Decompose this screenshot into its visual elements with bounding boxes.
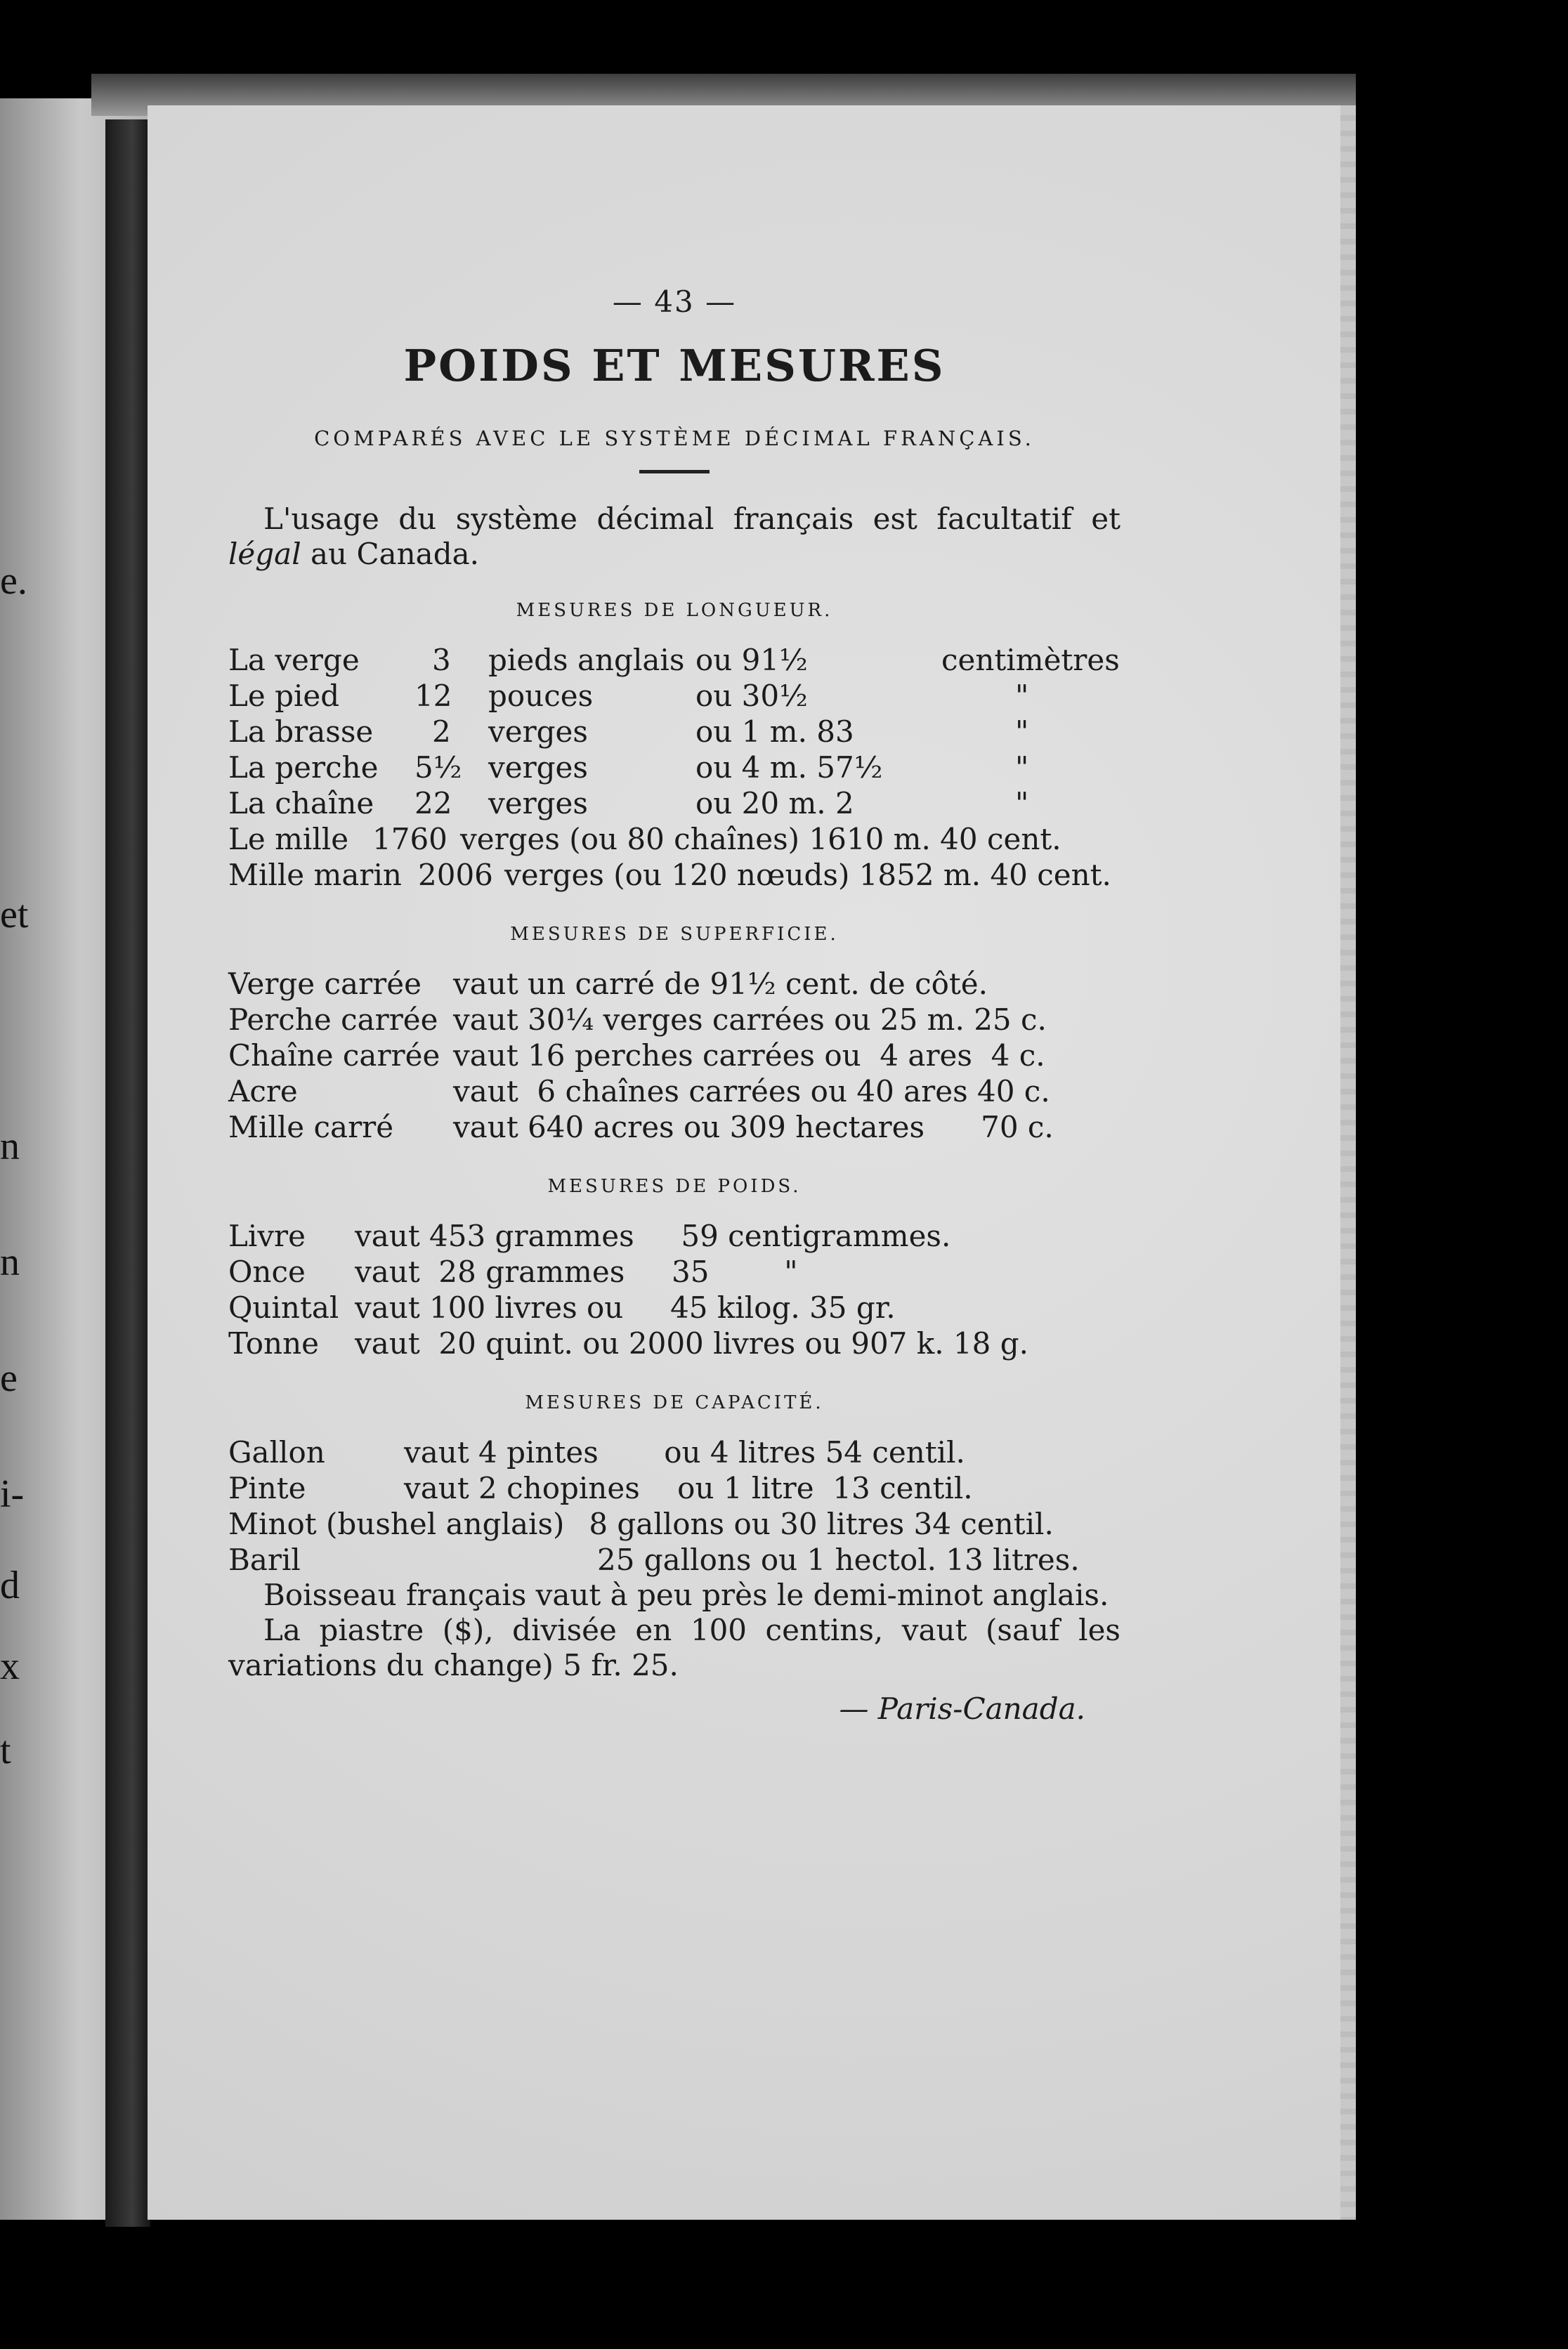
table-row (228, 1506, 1121, 1542)
measure-value: vaut 20 quint. ou 2000 livres ou 907 k. 18 g. (355, 1326, 1028, 1361)
table-row (228, 1002, 1121, 1038)
table-row (228, 642, 1121, 678)
prev-page-fragment: n (0, 1241, 20, 1284)
measure-unit: verges (ou 120 nœuds) 1852 m. 40 cent. (504, 858, 1111, 892)
measure-unit: verges (ou 80 chaînes) 1610 m. 40 cent. (460, 822, 1061, 856)
measure-tail: " (1015, 679, 1029, 713)
table-row (228, 821, 1121, 857)
page-title: POIDS ET MESURES (403, 340, 946, 391)
measure-tail: " (1015, 786, 1029, 820)
intro-text: L'usage du système décimal français est facultatif et (263, 502, 1121, 536)
table-row (228, 1038, 1121, 1073)
measure-value: vaut 100 livres ou 45 kilog. 35 gr. (355, 1290, 896, 1325)
measure-value: 25 gallons ou 1 hectol. 13 litres. (597, 1543, 1080, 1577)
table-superficie (228, 966, 1121, 1145)
measure-name: La verge (228, 643, 360, 677)
measure-conversion: ou 20 m. 2 (695, 786, 854, 820)
measure-tail: " (1015, 750, 1029, 785)
measure-name: Mille carré (228, 1110, 394, 1144)
measure-value: vaut 2 chopines ou 1 litre 13 centil. (404, 1471, 973, 1505)
measure-unit: pieds anglais (488, 643, 685, 677)
measure-name: Livre (228, 1219, 306, 1253)
boisseau-paragraph: Boisseau français vaut à peu près le demi-minot anglais. (263, 1578, 1109, 1612)
page-edge (1340, 105, 1356, 2220)
measure-conversion: ou 91½ (695, 643, 808, 677)
measure-name: Once (228, 1255, 306, 1289)
measure-name: Verge carrée (228, 967, 422, 1001)
table-longueur (228, 642, 1121, 893)
table-row (228, 857, 1121, 893)
measure-name: Baril (228, 1543, 301, 1577)
measure-value: 8 gallons ou 30 litres 34 centil. (580, 1507, 1054, 1541)
measure-name: La perche (228, 750, 379, 785)
measure-name: Mille marin (228, 858, 402, 892)
measure-name: Pinte (228, 1471, 306, 1505)
measure-name: Minot (bushel anglais) (228, 1507, 565, 1541)
measure-value: vaut un carré de 91½ cent. de côté. (453, 967, 988, 1001)
table-row (228, 1073, 1121, 1109)
table-row (228, 678, 1121, 714)
prev-page-fragment: x (0, 1644, 20, 1688)
measure-value: vaut 16 perches carrées ou 4 ares 4 c. (453, 1038, 1045, 1073)
measure-value: vaut 28 grammes 35 " (355, 1255, 798, 1289)
measure-name: La chaîne (228, 786, 374, 820)
measure-value: vaut 453 grammes 59 centigrammes. (355, 1219, 951, 1253)
table-capacite (228, 1434, 1121, 1578)
intro-text-end: au Canada. (301, 537, 479, 571)
measure-value: vaut 6 chaînes carrées ou 40 ares 40 c. (453, 1074, 1050, 1108)
measure-name: Tonne (228, 1326, 319, 1361)
scanned-page (148, 105, 1356, 2220)
prev-page-fragment: t (0, 1729, 11, 1772)
measure-number: 3 (432, 643, 451, 677)
measure-conversion: ou 1 m. 83 (695, 714, 854, 749)
measure-value: vaut 640 acres ou 309 hectares 70 c. (453, 1110, 1054, 1144)
piastre-paragraph: La piastre ($), divisée en 100 centins, vaut (sauf les variations du change) 5 fr. 25. (228, 1613, 1121, 1682)
table-row (228, 1434, 1121, 1470)
table-row (228, 750, 1121, 785)
measure-number: 22 (414, 786, 452, 820)
measure-value: vaut 4 pintes ou 4 litres 54 centil. (404, 1435, 965, 1470)
measure-name: Acre (228, 1074, 298, 1108)
prev-page-fragment: n (0, 1125, 20, 1168)
divider-rule (639, 470, 710, 473)
measure-unit: verges (488, 714, 588, 749)
measure-name: Le mille (228, 822, 349, 856)
measure-unit: verges (488, 750, 588, 785)
measure-number: 2 (432, 714, 451, 749)
source-signature: — Paris-Canada. (839, 1692, 1085, 1726)
prev-page-fragment: i- (0, 1472, 25, 1516)
intro-paragraph (228, 502, 1121, 572)
section-heading-poids: MESURES DE POIDS. (547, 1176, 802, 1197)
measure-value: vaut 30¼ verges carrées ou 25 m. 25 c. (453, 1002, 1047, 1037)
measure-conversion: ou 30½ (695, 679, 808, 713)
table-row (228, 1542, 1121, 1578)
measure-name: Gallon (228, 1435, 325, 1470)
measure-tail: " (1015, 714, 1029, 749)
section-heading-superficie: MESURES DE SUPERFICIE. (510, 924, 839, 945)
measure-name: La brasse (228, 714, 374, 749)
measure-number: 12 (414, 679, 452, 713)
measure-tail: centimètres (941, 643, 1120, 677)
table-row (228, 966, 1121, 1002)
measure-number: 2006 (418, 858, 493, 892)
table-row (228, 714, 1121, 750)
measure-name: Perche carrée (228, 1002, 438, 1037)
table-row (228, 1254, 1121, 1290)
prev-page-fragment: e. (0, 559, 27, 603)
measure-unit: pouces (488, 679, 594, 713)
section-heading-capacite: MESURES DE CAPACITÉ. (525, 1392, 824, 1413)
page-content (228, 284, 1121, 1726)
page-subtitle: COMPARÉS AVEC LE SYSTÈME DÉCIMAL FRANÇAIS. (314, 426, 1035, 450)
table-row (228, 1109, 1121, 1145)
measure-number: 5½ (414, 750, 462, 785)
measure-number: 1760 (372, 822, 447, 856)
section-heading-longueur: MESURES DE LONGUEUR. (516, 600, 833, 621)
table-poids (228, 1218, 1121, 1361)
page-number: — 43 — (612, 284, 737, 319)
measure-conversion: ou 4 m. 57½ (695, 750, 883, 785)
table-row (228, 1290, 1121, 1326)
measure-name: Le pied (228, 679, 340, 713)
book-gutter (105, 119, 150, 2227)
measure-unit: verges (488, 786, 588, 820)
prev-page-fragment: d (0, 1564, 20, 1607)
prev-page-fragment: e (0, 1356, 18, 1400)
table-row (228, 1218, 1121, 1254)
table-row (228, 1326, 1121, 1361)
table-row (228, 785, 1121, 821)
intro-italic: légal (228, 537, 301, 571)
measure-name: Quintal (228, 1290, 339, 1325)
table-row (228, 1470, 1121, 1506)
prev-page-fragment: et (0, 893, 29, 936)
measure-name: Chaîne carrée (228, 1038, 440, 1073)
